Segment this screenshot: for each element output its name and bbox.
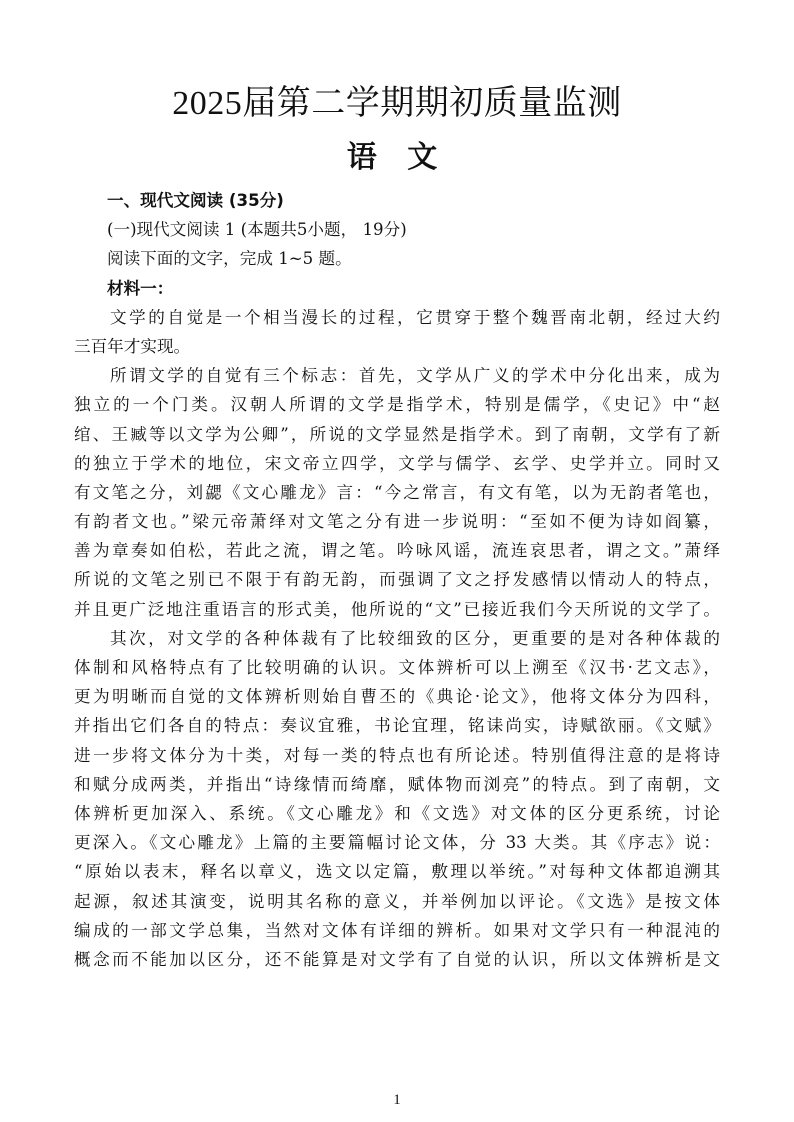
sub-heading: (一)现代文阅读 1 (本题共5小题， 19分)	[107, 220, 407, 240]
paragraph-line: 三百年才实现。	[74, 336, 191, 356]
section-heading: 一、现代文阅读 (35分)	[107, 191, 284, 210]
paragraph-line: “原始以表末，释名以章义，选文以定篇，敷理以举统。”对每种文体都追溯其	[74, 862, 720, 882]
exam-title: 2025届第二学期期初质量监测	[172, 85, 622, 122]
paragraph-line: 其次，对文学的各种体裁有了比较细致的区分，更重要的是对各种体裁的	[110, 628, 720, 648]
paragraph-line: 起源，叙述其演变，说明其名称的意义，并举例加以评论。《文选》是按文体	[74, 891, 720, 911]
paragraph-line: 有文笔之分，刘勰《文心雕龙》言：“今之常言，有文有笔，以为无韵者笔也，	[74, 482, 720, 502]
paragraph-line: 文学的自觉是一个相当漫长的过程，它贯穿于整个魏晋南北朝，经过大约	[110, 307, 720, 327]
paragraph-line: 所谓文学的自觉有三个标志：首先，文学从广义的学术中分化出来，成为	[110, 366, 720, 386]
paragraph-line: 有韵者文也。”梁元帝萧绎对文笔之分有进一步说明：“至如不便为诗如阎纂，	[74, 512, 720, 532]
paragraph-line: 的独立于学术的地位，宋文帝立四学，文学与儒学、玄学、史学并立。同时又	[74, 453, 720, 473]
reading-body	[74, 186, 720, 974]
paragraph-line: 并指出它们各自的特点：奏议宜雅，书论宜理，铭诔尚实，诗赋欲丽。《文赋》	[74, 716, 720, 736]
page-number: 1	[393, 1092, 401, 1108]
material-label: 材料一：	[107, 278, 174, 298]
paragraph-line: 并且更广泛地注重语言的形式美，他所说的“文”已接近我们今天所说的文学了。	[74, 599, 720, 619]
paragraph-line: 善为章奏如伯松，若此之流，谓之笔。吟咏风谣，流连哀思者，谓之文。”萧绎	[74, 541, 720, 561]
paragraph-line: 编成的一部文学总集，当然对文体有详细的辨析。如果对文学只有一种混沌的	[74, 920, 720, 940]
paragraph-line: 独立的一个门类。汉朝人所谓的文学是指学术，特别是儒学，《史记》中“赵	[74, 395, 720, 415]
instruction: 阅读下面的文字，完成 1~5 题。	[107, 249, 352, 269]
paragraph-line: 体制和风格特点有了比较明确的认识。文体辨析可以上溯至《汉书·艺文志》，	[74, 658, 720, 677]
paragraph-line: 更为明晰而自觉的文体辨析则始自曹丕的《典论·论文》，他将文体分为四科，	[74, 687, 720, 707]
paragraph-line: 所说的文笔之别已不限于有韵无韵，而强调了文之抒发感情以情动人的特点，	[74, 570, 720, 590]
paragraph-line: 进一步将文体分为十类，对每一类的特点也有所论述。特别值得注意的是将诗	[74, 745, 720, 765]
paragraph-line: 和赋分成两类，并指出“诗缘情而绮靡，赋体物而浏亮”的特点。到了南朝，文	[74, 774, 720, 794]
subject-title: 语 文	[346, 140, 448, 175]
paragraph-line: 绾、王臧等以文学为公卿”，所说的文学显然是指学术。到了南朝，文学有了新	[74, 424, 720, 444]
paragraph-line: 更深入。《文心雕龙》上篇的主要篇幅讨论文体，分 33 大类。其《序志》说：	[74, 833, 720, 853]
paragraph-line: 概念而不能加以区分，还不能算是对文学有了自觉的认识，所以文体辨析是文	[74, 949, 720, 969]
paragraph-line: 体辨析更加深入、系统。《文心雕龙》和《文选》对文体的区分更系统，讨论	[74, 803, 720, 823]
